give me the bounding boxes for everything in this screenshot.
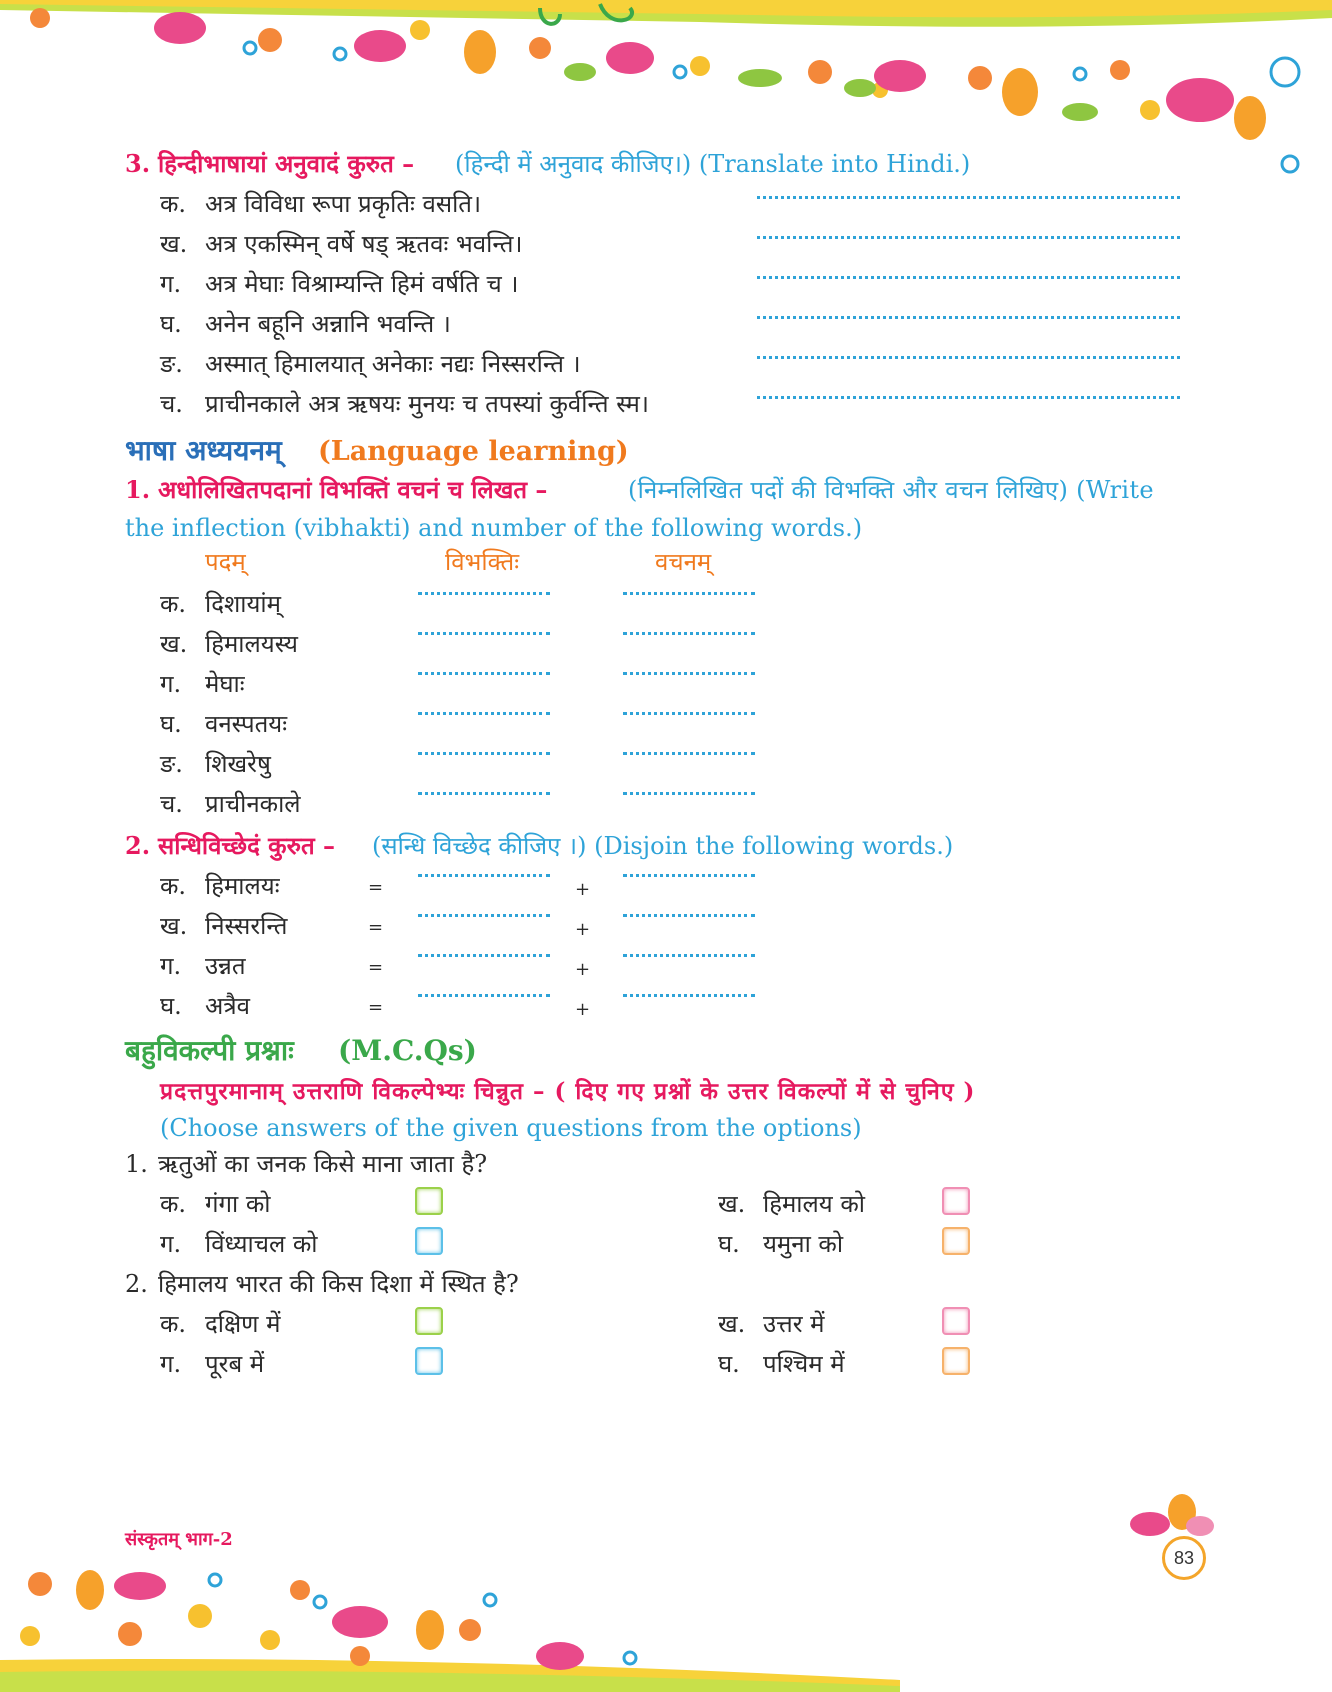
translate-item-text: अत्र मेघाः विश्राम्यन्ति हिमं वर्षति च । bbox=[205, 270, 519, 298]
sandhi-instruction: (सन्धि विच्छेद कीजिए ।) (Disjoin the following words.) bbox=[372, 832, 954, 860]
sandhi-item-word: निस्सरन्ति bbox=[205, 912, 288, 940]
vibhakti-item-word: शिखरेषु bbox=[205, 750, 271, 778]
vachanam-answer-line[interactable] bbox=[623, 672, 755, 675]
sandhi-answer-part2[interactable] bbox=[623, 954, 755, 957]
vibhakti-item-label: ख. bbox=[160, 630, 188, 658]
mcq-option-text: उत्तर में bbox=[763, 1310, 825, 1338]
equals-sign: = bbox=[368, 957, 384, 978]
mcq-option-text: दक्षिण में bbox=[205, 1310, 281, 1338]
vibhakti-item-word: प्राचीनकाले bbox=[205, 790, 301, 818]
sandhi-answer-part2[interactable] bbox=[623, 914, 755, 917]
mcq-question-number: 2. bbox=[125, 1270, 148, 1298]
mcq-option-label: ख. bbox=[718, 1190, 746, 1218]
mcq-question-text: ऋतुओं का जनक किसे माना जाता है? bbox=[158, 1150, 488, 1178]
vibhakti-item-label: घ. bbox=[160, 710, 182, 738]
vibhakti-item-word: दिशायांम् bbox=[205, 590, 281, 618]
sandhi-answer-part1[interactable] bbox=[418, 954, 550, 957]
translate-item-label: ङ. bbox=[160, 350, 183, 378]
answer-line[interactable] bbox=[757, 396, 1180, 399]
vachanam-answer-line[interactable] bbox=[623, 592, 755, 595]
translate-item-label: ग. bbox=[160, 270, 182, 298]
book-title: संस्कृतम् भाग-2 bbox=[125, 1529, 233, 1550]
translate-item-text: अत्र एकस्मिन् वर्षे षड् ऋतवः भवन्ति। bbox=[205, 230, 523, 258]
mcq-option-label: ग. bbox=[160, 1230, 182, 1258]
mcq-instruction-hi: प्रदत्तपुरमानाम् उत्तराणि विकल्पेभ्यः चिन्नुत – ( दिए गए प्रश्नों के उत्तर विकल्पों में से चुनिए ) bbox=[160, 1078, 976, 1105]
vibhakti-item-word: हिमालयस्य bbox=[205, 630, 298, 658]
mcq-option-label: घ. bbox=[718, 1230, 740, 1258]
sandhi-item-word: हिमालयः bbox=[205, 872, 280, 900]
option-checkbox[interactable] bbox=[942, 1307, 970, 1335]
translate-item-label: क. bbox=[160, 190, 187, 218]
vibhakti-item-word: वनस्पतयः bbox=[205, 710, 288, 738]
vibhakti-item-label: ग. bbox=[160, 670, 182, 698]
translate-item-label: ख. bbox=[160, 230, 188, 258]
column-header-vachanam: वचनम् bbox=[655, 548, 712, 576]
language-heading-hi: भाषा अध्ययनम् bbox=[125, 434, 282, 467]
vachanam-answer-line[interactable] bbox=[623, 632, 755, 635]
mcq-option-text: गंगा को bbox=[205, 1190, 271, 1218]
sandhi-answer-part2[interactable] bbox=[623, 994, 755, 997]
mcq-option-text: विंध्याचल को bbox=[205, 1230, 318, 1258]
equals-sign: = bbox=[368, 917, 384, 938]
option-checkbox[interactable] bbox=[942, 1187, 970, 1215]
vibhakti-answer-line[interactable] bbox=[418, 712, 550, 715]
sandhi-item-label: ख. bbox=[160, 912, 188, 940]
sandhi-item-word: अत्रैव bbox=[205, 992, 250, 1020]
plus-sign: + bbox=[575, 919, 591, 940]
vibhakti-answer-line[interactable] bbox=[418, 592, 550, 595]
mcq-option-label: ख. bbox=[718, 1310, 746, 1338]
equals-sign: = bbox=[368, 997, 384, 1018]
vibhakti-answer-line[interactable] bbox=[418, 792, 550, 795]
vibhakti-answer-line[interactable] bbox=[418, 752, 550, 755]
sandhi-item-label: घ. bbox=[160, 992, 182, 1020]
column-header-vibhakti: विभक्तिः bbox=[445, 548, 520, 576]
sandhi-answer-part2[interactable] bbox=[623, 874, 755, 877]
vachanam-answer-line[interactable] bbox=[623, 752, 755, 755]
answer-line[interactable] bbox=[757, 236, 1180, 239]
bottom-floral-border bbox=[0, 1560, 1332, 1692]
vachanam-answer-line[interactable] bbox=[623, 792, 755, 795]
sandhi-answer-part1[interactable] bbox=[418, 994, 550, 997]
translate-item-label: घ. bbox=[160, 310, 182, 338]
vibhakti-item-label: ङ. bbox=[160, 750, 183, 778]
mcq-option-label: क. bbox=[160, 1190, 187, 1218]
translate-question-title: हिन्दीभाषायां अनुवादं कुरुत – bbox=[158, 149, 415, 178]
sandhi-question-number: 2. bbox=[125, 831, 151, 860]
mcq-option-label: क. bbox=[160, 1310, 187, 1338]
option-checkbox[interactable] bbox=[942, 1227, 970, 1255]
answer-line[interactable] bbox=[757, 316, 1180, 319]
option-checkbox[interactable] bbox=[942, 1347, 970, 1375]
sandhi-answer-part1[interactable] bbox=[418, 914, 550, 917]
translate-item-text: प्राचीनकाले अत्र ऋषयः मुनयः च तपस्यां कुर्वन्ति स्म। bbox=[205, 390, 649, 418]
answer-line[interactable] bbox=[757, 356, 1180, 359]
mcq-option-label: ग. bbox=[160, 1350, 182, 1378]
plus-sign: + bbox=[575, 959, 591, 980]
mcq-option-text: यमुना को bbox=[763, 1230, 844, 1258]
translate-question-number: 3. bbox=[125, 149, 151, 178]
vibhakti-item-label: च. bbox=[160, 790, 183, 818]
column-header-padam: पदम् bbox=[205, 548, 246, 576]
vibhakti-answer-line[interactable] bbox=[418, 672, 550, 675]
equals-sign: = bbox=[368, 877, 384, 898]
vibhakti-item-label: क. bbox=[160, 590, 187, 618]
vibhakti-question-number: 1. bbox=[125, 475, 151, 504]
mcq-heading-hi: बहुविकल्पी प्रश्नाः bbox=[125, 1034, 294, 1067]
plus-sign: + bbox=[575, 999, 591, 1020]
vibhakti-answer-line[interactable] bbox=[418, 632, 550, 635]
vibhakti-question-title: अधोलिखितपदानां विभक्तिं वचनं च लिखत – bbox=[158, 475, 548, 504]
vachanam-answer-line[interactable] bbox=[623, 712, 755, 715]
option-checkbox[interactable] bbox=[415, 1187, 443, 1215]
sandhi-answer-part1[interactable] bbox=[418, 874, 550, 877]
mcq-heading-en: (M.C.Qs) bbox=[338, 1034, 477, 1067]
mcq-option-text: हिमालय को bbox=[763, 1190, 865, 1218]
vibhakti-instruction-line2: the inflection (vibhakti) and number of the following words.) bbox=[125, 514, 863, 542]
option-checkbox[interactable] bbox=[415, 1347, 443, 1375]
translate-instruction: (हिन्दी में अनुवाद कीजिए।) (Translate into Hindi.) bbox=[455, 150, 971, 178]
sandhi-question-title: सन्धिविच्छेदं कुरुत – bbox=[158, 831, 335, 860]
sandhi-item-label: क. bbox=[160, 872, 187, 900]
sandhi-item-label: ग. bbox=[160, 952, 182, 980]
answer-line[interactable] bbox=[757, 276, 1180, 279]
mcq-question-text: हिमालय भारत की किस दिशा में स्थित है? bbox=[158, 1270, 519, 1298]
translate-item-text: अस्मात् हिमालयात् अनेकाः नद्यः निस्सरन्ति । bbox=[205, 350, 581, 378]
answer-line[interactable] bbox=[757, 196, 1180, 199]
vibhakti-instruction-line1: (निम्नलिखित पदों की विभक्ति और वचन लिखिए) (Write bbox=[628, 476, 1154, 504]
mcq-option-label: घ. bbox=[718, 1350, 740, 1378]
option-checkbox[interactable] bbox=[415, 1307, 443, 1335]
language-heading-en: (Language learning) bbox=[318, 436, 629, 467]
option-checkbox[interactable] bbox=[415, 1227, 443, 1255]
mcq-option-text: पश्चिम में bbox=[763, 1350, 845, 1378]
vibhakti-item-word: मेघाः bbox=[205, 670, 245, 698]
translate-item-text: अनेन बहूनि अन्नानि भवन्ति । bbox=[205, 310, 451, 338]
plus-sign: + bbox=[575, 879, 591, 900]
mcq-option-text: पूरब में bbox=[205, 1350, 265, 1378]
mcq-instruction-en: (Choose answers of the given questions from the options) bbox=[160, 1114, 862, 1142]
sandhi-item-word: उन्नत bbox=[205, 952, 246, 980]
translate-item-text: अत्र विविधा रूपा प्रकृतिः वसति। bbox=[205, 190, 482, 218]
mcq-question-number: 1. bbox=[125, 1150, 148, 1178]
page-number: 83 bbox=[1162, 1536, 1206, 1580]
translate-item-label: च. bbox=[160, 390, 183, 418]
